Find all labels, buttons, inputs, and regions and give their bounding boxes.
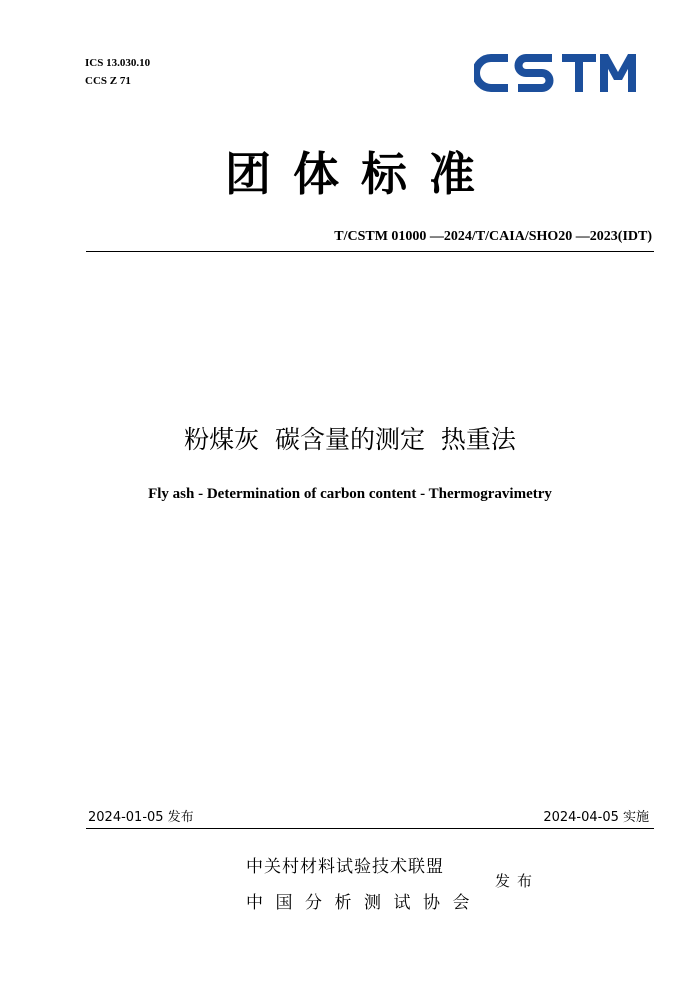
title-chinese: 粉煤灰 碳含量的测定 热重法 xyxy=(184,425,516,454)
standard-number: T/CSTM 01000 —2024/T/CAIA/SHO20 —2023(IDT) xyxy=(334,229,652,244)
ccs-code: CCS Z 71 xyxy=(85,75,131,87)
title-english: Fly ash - Determination of carbon content - Thermogravimetry xyxy=(148,486,552,502)
cstm-logo xyxy=(474,50,636,96)
classification-codes xyxy=(85,54,150,90)
document-type-title: 团体标准 xyxy=(225,147,497,201)
footer-divider xyxy=(86,828,654,829)
header-divider xyxy=(86,251,654,252)
ics-code: ICS 13.030.10 xyxy=(85,57,151,69)
publish-date: 2024-01-05 发布 xyxy=(88,810,194,825)
issuer-2: 中国分析测试协会 xyxy=(246,893,482,913)
implement-date: 2024-04-05 实施 xyxy=(543,810,649,825)
issuer-1: 中关村材料试验技术联盟 xyxy=(246,857,444,877)
issue-label: 发布 xyxy=(495,872,540,890)
